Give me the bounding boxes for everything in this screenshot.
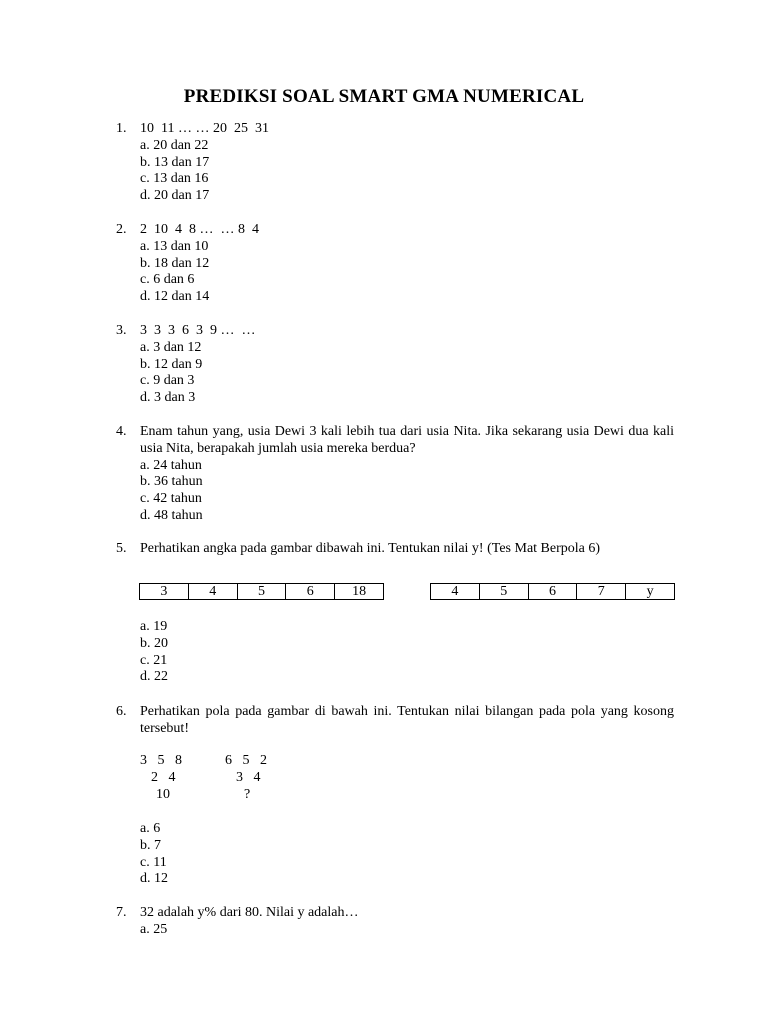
sequence-box-2 bbox=[430, 583, 675, 600]
sequence-box-2-cell: 4 bbox=[431, 584, 480, 600]
sequence-box-1-cell: 5 bbox=[237, 584, 286, 600]
question-6-text: Perhatikan pola pada gambar di bawah ini. Tentukan nilai bilangan pada pola yang kosong tersebut! bbox=[140, 704, 674, 736]
pattern-2-row-1: 6 5 2 bbox=[225, 753, 267, 768]
sequence-box-2-cell: y bbox=[626, 584, 675, 600]
question-7-text: 32 adalah y% dari 80. Nilai y adalah… bbox=[140, 905, 359, 920]
question-1-option-d: d. 20 dan 17 bbox=[140, 188, 210, 203]
pattern-1-row-1: 3 5 8 bbox=[140, 753, 182, 768]
question-3-option-d: d. 3 dan 3 bbox=[140, 390, 196, 405]
pattern-1-row-3: 10 bbox=[156, 787, 170, 802]
sequence-box-1-cell: 18 bbox=[335, 584, 384, 600]
question-1-option-b: b. 13 dan 17 bbox=[140, 155, 210, 170]
pattern-2-row-2: 3 4 bbox=[236, 770, 261, 785]
question-1-number: 1. bbox=[116, 121, 127, 136]
pattern-2-row-3: ? bbox=[244, 787, 251, 802]
question-4-option-d: d. 48 tahun bbox=[140, 508, 203, 523]
question-6-option-d: d. 12 bbox=[140, 871, 168, 886]
question-2-option-b: b. 18 dan 12 bbox=[140, 256, 210, 271]
question-3-option-b: b. 12 dan 9 bbox=[140, 357, 203, 372]
question-2-option-a: a. 13 dan 10 bbox=[140, 239, 209, 254]
question-6-option-a: a. 6 bbox=[140, 821, 161, 836]
question-4-number: 4. bbox=[116, 424, 127, 439]
question-2-text: 2 10 4 8 … … 8 4 bbox=[140, 222, 259, 237]
question-2-option-d: d. 12 dan 14 bbox=[140, 289, 210, 304]
question-3-number: 3. bbox=[116, 323, 127, 338]
question-1-text: 10 11 … … 20 25 31 bbox=[140, 121, 269, 136]
question-4-option-b: b. 36 tahun bbox=[140, 474, 203, 489]
question-2-number: 2. bbox=[116, 222, 127, 237]
question-6-option-c: c. 11 bbox=[140, 855, 167, 870]
question-5-option-c: c. 21 bbox=[140, 653, 168, 668]
sequence-box-1-cell: 6 bbox=[286, 584, 335, 600]
question-5-option-b: b. 20 bbox=[140, 636, 168, 651]
sequence-box-1-cell: 4 bbox=[188, 584, 237, 600]
sequence-box-2-cell: 5 bbox=[479, 584, 528, 600]
question-5-option-a: a. 19 bbox=[140, 619, 168, 634]
question-7-option-a: a. 25 bbox=[140, 922, 168, 937]
question-3-text: 3 3 3 6 3 9 … … bbox=[140, 323, 256, 338]
document-title: PREDIKSI SOAL SMART GMA NUMERICAL bbox=[183, 86, 585, 107]
question-4-option-a: a. 24 tahun bbox=[140, 458, 202, 473]
question-1-option-a: a. 20 dan 22 bbox=[140, 138, 209, 153]
question-6-option-b: b. 7 bbox=[140, 838, 161, 853]
pattern-1-row-2: 2 4 bbox=[151, 770, 176, 785]
question-2-option-c: c. 6 dan 6 bbox=[140, 272, 195, 287]
question-3-option-a: a. 3 dan 12 bbox=[140, 340, 202, 355]
question-7-number: 7. bbox=[116, 905, 127, 920]
question-3-option-c: c. 9 dan 3 bbox=[140, 373, 195, 388]
question-4-text: Enam tahun yang, usia Dewi 3 kali lebih tua dari usia Nita. Jika sekarang usia Dewi dua kali usia Nita, berapakah jumlah usia mereka berdua? bbox=[140, 424, 674, 456]
sequence-box-1-cell: 3 bbox=[140, 584, 189, 600]
question-5-option-d: d. 22 bbox=[140, 669, 168, 684]
question-4-option-c: c. 42 tahun bbox=[140, 491, 202, 506]
sequence-box-1 bbox=[139, 583, 384, 600]
question-1-option-c: c. 13 dan 16 bbox=[140, 171, 209, 186]
question-5-number: 5. bbox=[116, 541, 127, 556]
sequence-box-2-cell: 6 bbox=[528, 584, 577, 600]
question-6-number: 6. bbox=[116, 704, 127, 719]
sequence-box-2-cell: 7 bbox=[577, 584, 626, 600]
question-5-text: Perhatikan angka pada gambar dibawah ini. Tentukan nilai y! (Tes Mat Berpola 6) bbox=[140, 541, 601, 556]
